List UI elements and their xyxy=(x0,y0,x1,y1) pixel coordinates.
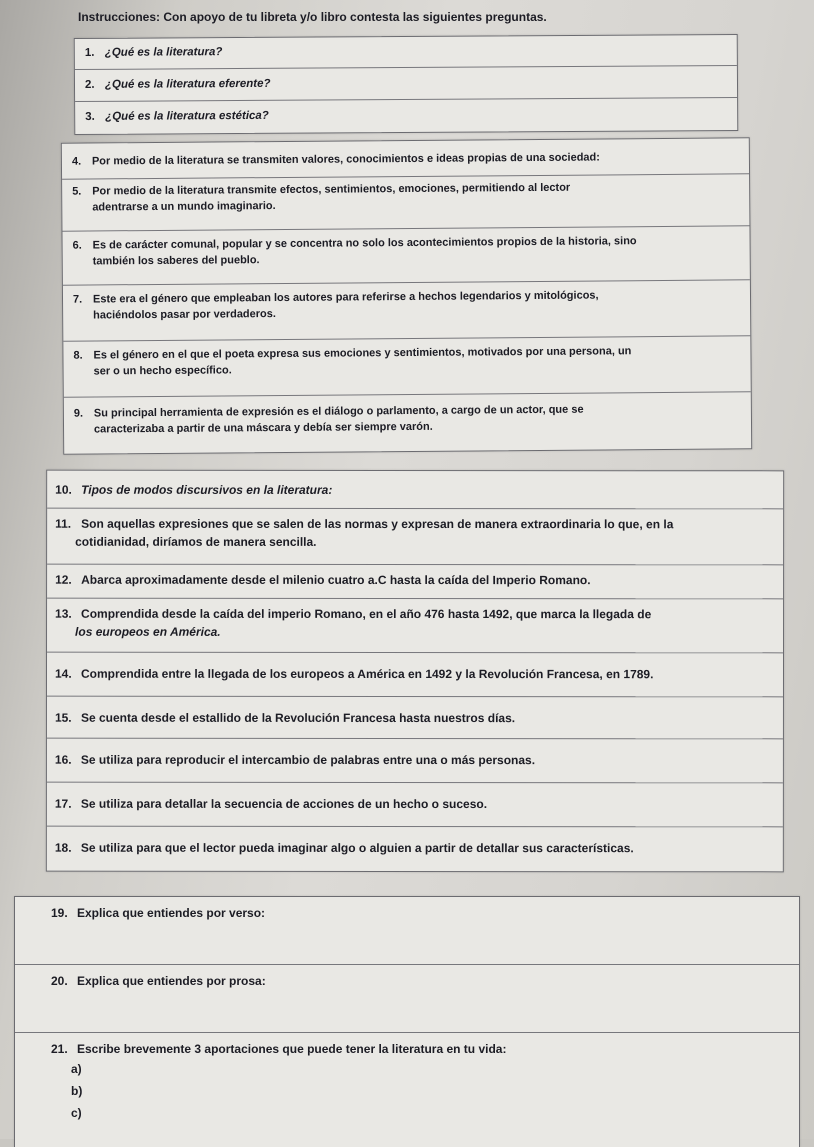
question-number: 6. xyxy=(72,239,82,252)
question-text: ¿Qué es la literatura? xyxy=(104,46,223,59)
answer-item-c: c) xyxy=(71,1106,82,1120)
question-row xyxy=(15,897,799,965)
question-number: 5. xyxy=(72,185,82,198)
question-text: Abarca aproximadamente desde el milenio cuatro a.C hasta la caída del Imperio Romano. xyxy=(81,572,591,588)
question-row xyxy=(62,138,749,179)
question-number: 10. xyxy=(55,482,72,497)
question-row xyxy=(47,697,783,740)
question-text: Por medio de la literatura se transmiten valores, conocimientos e ideas propias de una sociedad: xyxy=(91,151,600,168)
question-number: 13. xyxy=(55,606,72,621)
question-number: 8. xyxy=(73,349,83,362)
question-text: Este era el género que empleaban los autores para referirse a hechos legendarios y mitológicos, xyxy=(92,289,599,306)
question-text: Explica que entiendes por verso: xyxy=(77,906,266,920)
question-row xyxy=(63,280,750,341)
question-text: Se utiliza para reproducir el intercambio de palabras entre una o más personas. xyxy=(80,752,536,768)
question-text: Explica que entiendes por prosa: xyxy=(77,974,266,988)
question-text: ¿Qué es la literatura estética? xyxy=(105,109,269,123)
question-row xyxy=(47,565,783,600)
answer-item-b: b) xyxy=(71,1084,83,1098)
question-number: 11. xyxy=(55,516,72,531)
question-row xyxy=(47,599,783,654)
question-row xyxy=(15,1033,799,1147)
question-text: Se utiliza para que el lector pueda imaginar algo o alguien a partir de detallar sus características. xyxy=(80,840,634,856)
question-row xyxy=(47,783,783,828)
question-row xyxy=(75,35,737,70)
question-row xyxy=(47,827,783,872)
question-row xyxy=(47,471,783,510)
question-row xyxy=(75,98,737,134)
question-text: Por medio de la literatura transmite efectos, sentimientos, emociones, permitiendo al lector xyxy=(92,181,571,198)
question-row xyxy=(47,653,783,698)
question-number: 17. xyxy=(54,796,72,811)
question-text-continued: adentrarse a un mundo imaginario. xyxy=(92,200,276,214)
question-number: 2. xyxy=(84,78,95,91)
question-number: 21. xyxy=(51,1042,68,1056)
question-number: 9. xyxy=(73,407,84,420)
question-number: 4. xyxy=(71,155,82,168)
question-number: 7. xyxy=(72,293,83,306)
question-number: 16. xyxy=(54,752,72,767)
question-number: 19. xyxy=(51,906,68,920)
question-row xyxy=(15,965,799,1033)
section-1-box xyxy=(74,34,739,135)
question-text-continued: caracterizaba a partir de una máscara y debía ser siempre varón. xyxy=(93,420,433,436)
question-number: 3. xyxy=(85,110,95,123)
question-row xyxy=(47,739,783,784)
question-row xyxy=(62,174,749,231)
section-4-box xyxy=(14,896,800,1147)
question-text: Comprendida desde la caída del imperio Romano, en el año 476 hasta 1492, que marca la llegada de xyxy=(81,606,652,622)
question-number: 15. xyxy=(54,710,72,725)
question-text: Escribe brevemente 3 aportaciones que puede tener la literatura en tu vida: xyxy=(77,1042,507,1056)
question-row xyxy=(64,392,751,453)
section-2-box xyxy=(61,137,752,454)
question-number: 14. xyxy=(54,666,72,681)
question-text: Es de carácter comunal, popular y se concentra no solo los acontecimientos propios de la historia, sino xyxy=(92,235,637,252)
question-text: Se cuenta desde el estallido de la Revolución Francesa hasta nuestros días. xyxy=(80,710,516,726)
question-row xyxy=(75,66,737,102)
question-text: Son aquellas expresiones que se salen de las normas y expresan de manera extraordinaria lo que, en la xyxy=(81,516,674,532)
question-row xyxy=(47,509,783,566)
question-row xyxy=(63,336,750,397)
instructions: Instrucciones: Con apoyo de tu libreta y/o libro contesta las siguientes preguntas. xyxy=(78,10,547,24)
question-text: ¿Qué es la literatura eferente? xyxy=(104,77,271,91)
question-text: Tipos de modos discursivos en la literatura: xyxy=(81,482,333,497)
question-text-continued: los europeos en América. xyxy=(75,624,221,639)
question-row xyxy=(62,226,749,285)
question-number: 20. xyxy=(51,974,68,988)
question-text: Comprendida entre la llegada de los europeos a América en 1492 y la Revolución Francesa, en 1789. xyxy=(80,666,654,682)
question-text: Se utiliza para detallar la secuencia de acciones de un hecho o suceso. xyxy=(80,796,488,812)
section-3-box xyxy=(46,470,784,873)
answer-item-a: a) xyxy=(71,1062,82,1076)
question-number: 18. xyxy=(54,840,72,855)
question-text-continued: ser o un hecho específico. xyxy=(93,364,232,378)
question-text-continued: haciéndolos pasar por verdaderos. xyxy=(93,308,276,322)
question-text: Su principal herramienta de expresión es el diálogo o parlamento, a cargo de un actor, que se xyxy=(93,403,584,420)
question-number: 12. xyxy=(55,572,72,587)
question-text: Es el género en el que el poeta expresa sus emociones y sentimientos, motivados por una persona, un xyxy=(93,345,632,362)
question-number: 1. xyxy=(84,46,95,59)
question-text-continued: también los saberes del pueblo. xyxy=(92,254,260,268)
question-text-continued: cotidianidad, diríamos de manera sencilla. xyxy=(75,534,317,549)
